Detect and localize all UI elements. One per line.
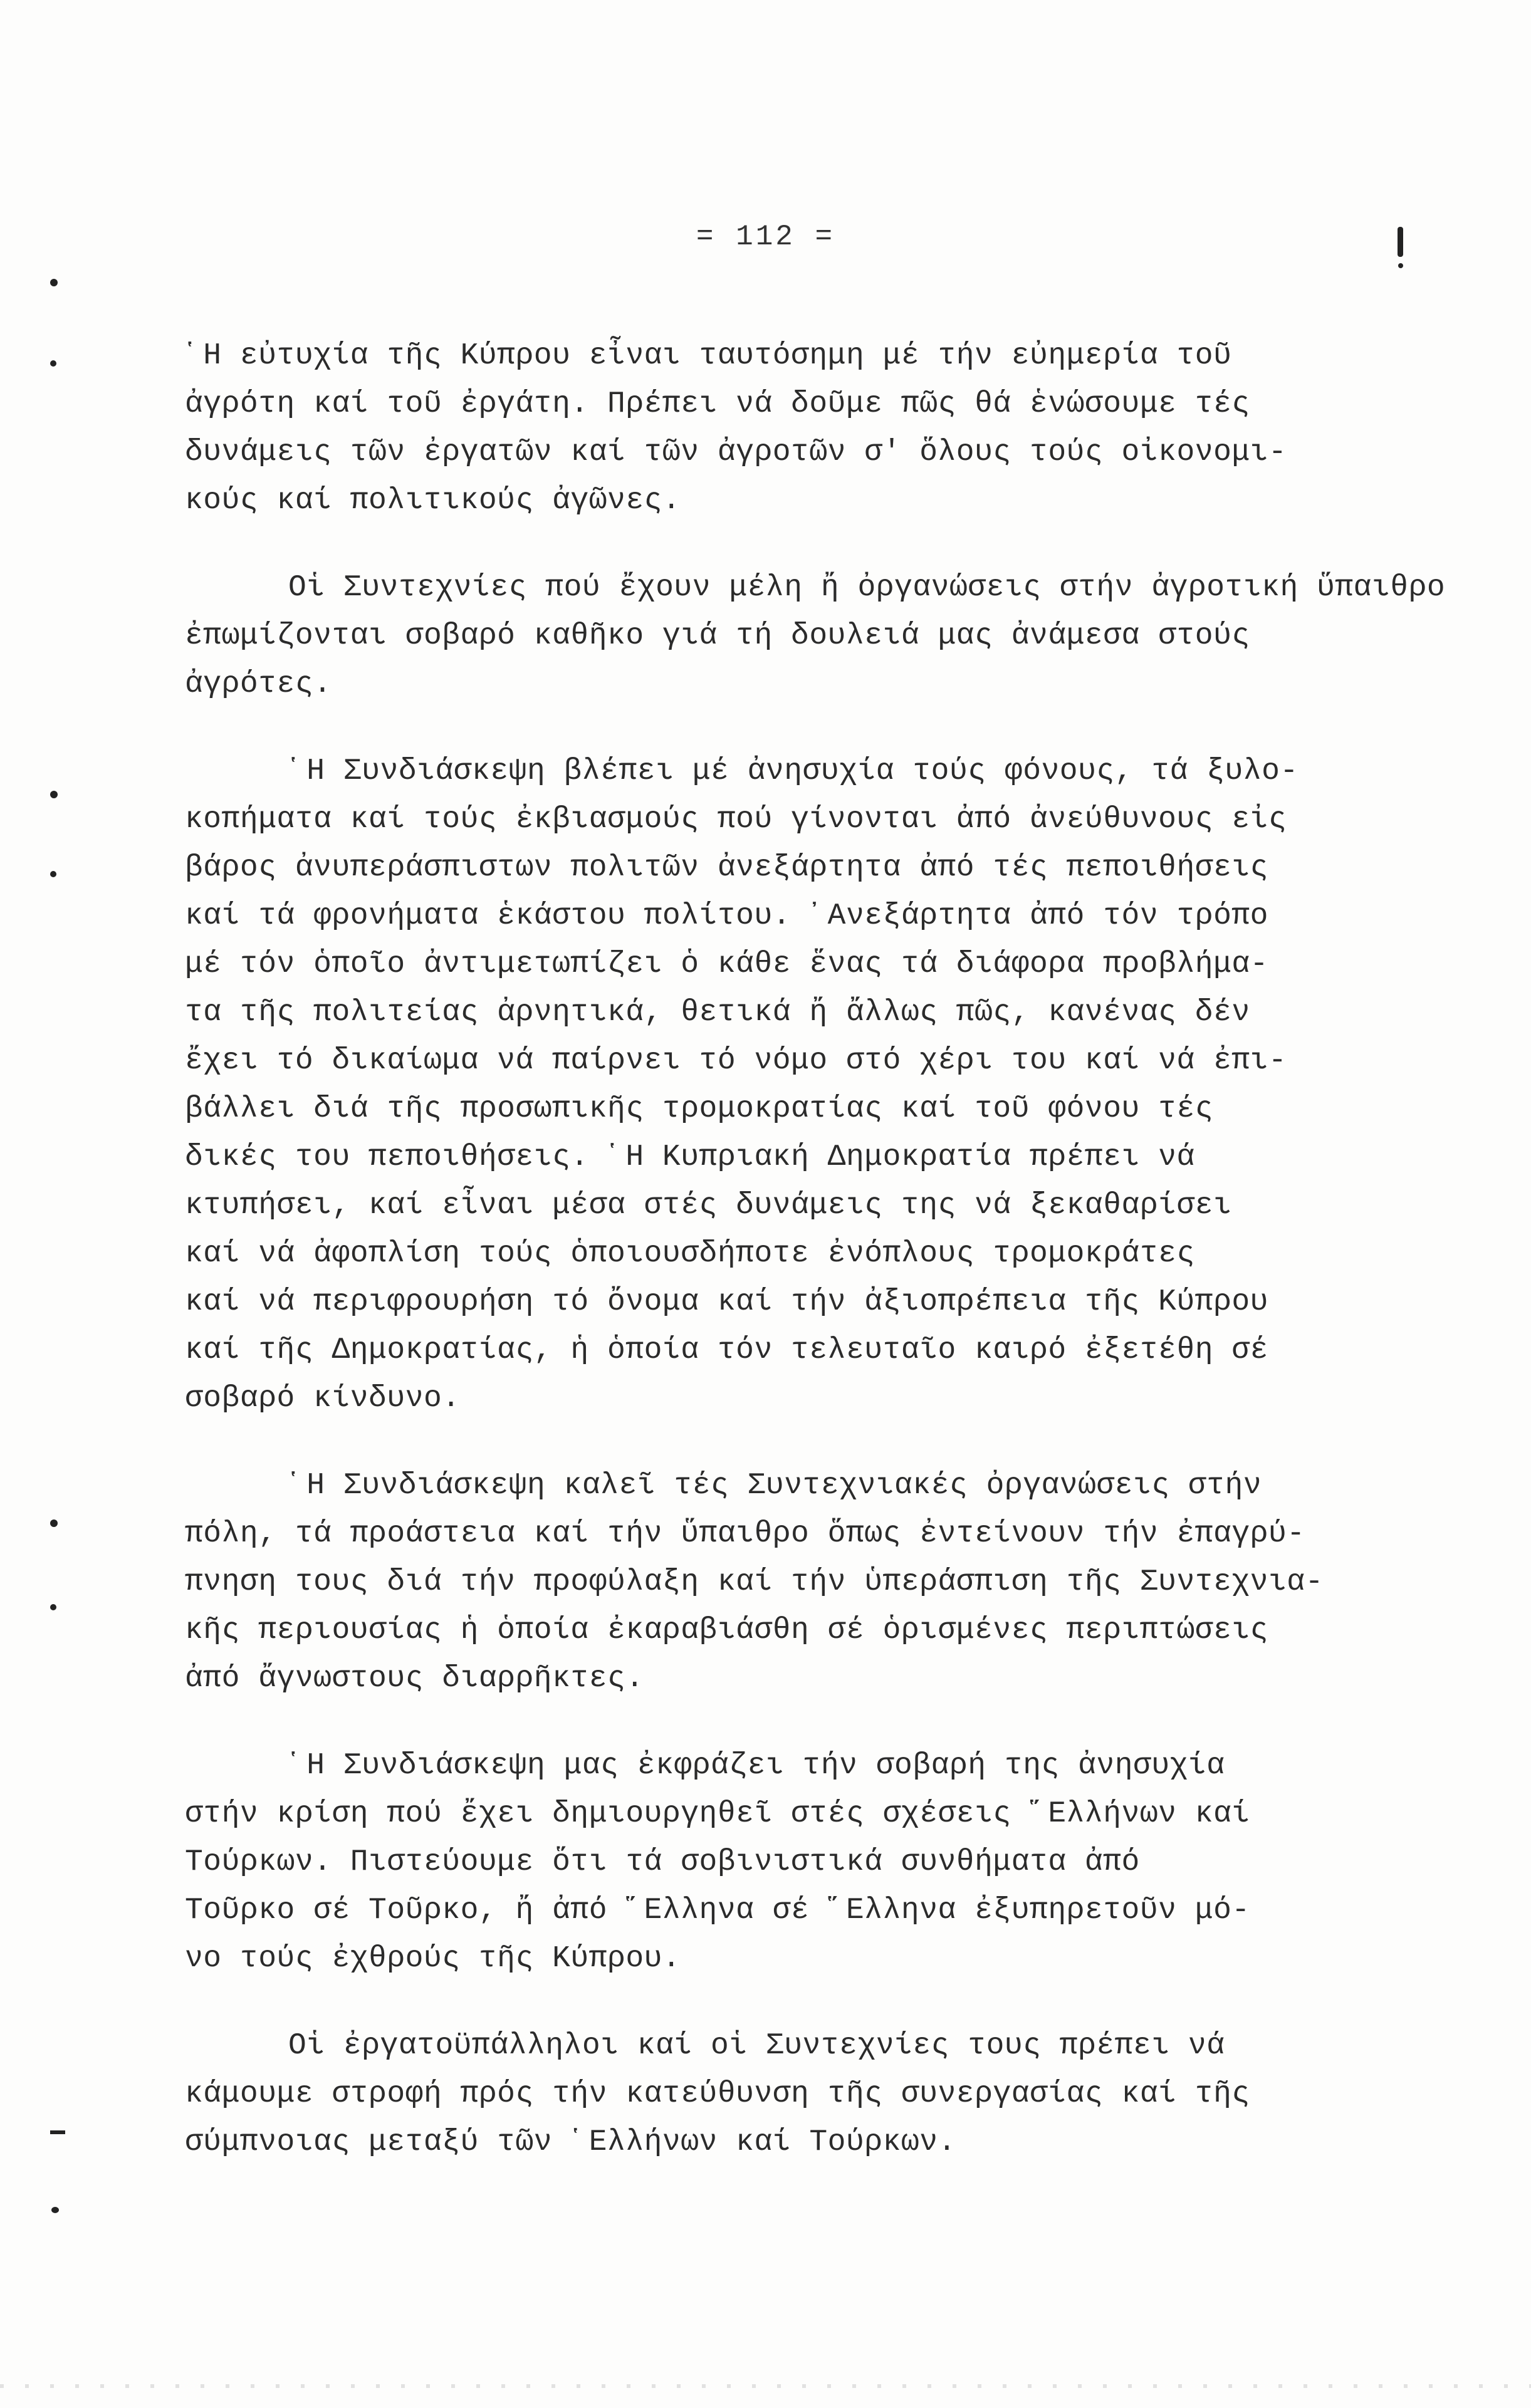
text-line: στήν κρίση πού ἔχει δημιουργηθεῖ στές σχέσεις ῞Ελλήνων καί xyxy=(185,1797,1250,1831)
text-line: ἀγρότες. xyxy=(185,667,332,701)
margin-dot xyxy=(50,360,56,367)
text-line: Οἱ Συντεχνίες πού ἔχουν μέλη ἤ ὀργανώσεις στήν ἀγροτική ὕπαιθρο xyxy=(288,571,1446,605)
margin-dot xyxy=(50,791,58,798)
margin-dash xyxy=(50,2130,65,2134)
text-line: ἀπό ἄγνωστους διαρρῆκτες. xyxy=(185,1662,644,1696)
text-line: κάμουμε στροφή πρός τήν κατεύθυνση τῆς συνεργασίας καί τῆς xyxy=(185,2077,1250,2111)
text-line: καί τῆς Δημοκρατίας, ἡ ὁποία τόν τελευταῖο καιρό ἐξετέθη σέ xyxy=(185,1333,1268,1367)
text-line: ῾Η εὐτυχία τῆς Κύπρου εἶναι ταυτόσημη μέ τήν εὐημερία τοῦ xyxy=(185,339,1232,373)
text-line: Τούρκων. Πιστεύουμε ὅτι τά σοβινιστικά συνθήματα ἀπό xyxy=(185,1845,1140,1879)
paragraph-3 xyxy=(185,748,1363,1423)
paragraph-5 xyxy=(185,1742,1363,1983)
page-number: = 112 = xyxy=(696,221,835,253)
text-line: ἔχει τό δικαίωμα νά παίρνει τό νόμο στό χέρι του καί νά ἐπι- xyxy=(185,1044,1287,1078)
text-line: σοβαρό κίνδυνο. xyxy=(185,1382,461,1415)
text-line: σύμπνοιας μεταξύ τῶν ῾Ελλήνων καί Τούρκων. xyxy=(185,2125,956,2159)
text-line: δικές του πεποιθήσεις. ῾Η Κυπριακή Δημοκρατία πρέπει νά xyxy=(185,1140,1195,1174)
text-line: ῾Η Συνδιάσκεψη βλέπει μέ ἀνησυχία τούς φόνους, τά ξυλο- xyxy=(288,754,1298,788)
margin-dot xyxy=(50,1519,58,1527)
paragraph-4 xyxy=(185,1462,1363,1703)
document-body xyxy=(185,332,1446,2206)
text-line: ῾Η Συνδιάσκεψη καλεῖ τές Συντεχνιακές ὀργανώσεις στήν xyxy=(288,1469,1262,1503)
text-line: βάρος ἀνυπεράσπιστων πολιτῶν ἀνεξάρτητα ἀπό τές πεποιθήσεις xyxy=(185,851,1268,885)
text-line: κοπήματα καί τούς ἐκβιασμούς πού γίνονται ἀπό ἀνεύθυνους εἰς xyxy=(185,803,1287,837)
text-line: καί νά ἀφοπλίση τούς ὁποιουσδήποτε ἐνόπλους τρομοκράτες xyxy=(185,1237,1195,1271)
text-line: κτυπήσει, καί εἶναι μέσα στές δυνάμεις της νά ξεκαθαρίσει xyxy=(185,1189,1232,1222)
text-line: δυνάμεις τῶν ἐργατῶν καί τῶν ἀγροτῶν σ' ὅλους τούς οἰκονομι- xyxy=(185,435,1287,469)
text-line: Οἱ ἐργατοϋπάλληλοι καί οἱ Συντεχνίες τους πρέπει νά xyxy=(288,2029,1225,2063)
text-line: πνηση τους διά τήν προφύλαξη καί τήν ὑπεράσπιση τῆς Συντεχνια- xyxy=(185,1565,1324,1599)
text-line: καί τά φρονήματα ἑκάστου πολίτου. ᾿Ανεξάρτητα ἀπό τόν τρόπο xyxy=(185,899,1268,933)
text-line: βάλλει διά τῆς προσωπικῆς τρομοκρατίας καί τοῦ φόνου τές xyxy=(185,1092,1214,1126)
text-line: μέ τόν ὁποῖο ἀντιμετωπίζει ὁ κάθε ἕνας τά διάφορα προβλήμα- xyxy=(185,947,1268,981)
margin-dot xyxy=(50,279,58,286)
text-line: κῆς περιουσίας ἡ ὁποία ἐκαραβιάσθη σέ ὁρισμένες περιπτώσεις xyxy=(185,1613,1268,1647)
corner-mark xyxy=(1398,227,1403,257)
text-line: πόλη, τά προάστεια καί τήν ὕπαιθρο ὅπως ἐντείνουν τήν ἐπαγρύ- xyxy=(185,1517,1305,1551)
text-line: ῾Η Συνδιάσκεψη μας ἐκφράζει τήν σοβαρή της ἀνησυχία xyxy=(288,1749,1225,1783)
margin-dot xyxy=(51,2207,59,2213)
text-line: ἀγρότη καί τοῦ ἐργάτη. Πρέπει νά δοῦμε πῶς θά ἑνώσουμε τές xyxy=(185,387,1250,421)
text-line: νο τούς ἐχθρούς τῆς Κύπρου. xyxy=(185,1942,681,1976)
text-line: ἐπωμίζονται σοβαρό καθῆκο γιά τή δουλειά μας ἀνάμεσα στούς xyxy=(185,619,1250,653)
paragraph-6 xyxy=(185,2022,1363,2167)
scan-edge xyxy=(0,2384,1531,2388)
margin-dot xyxy=(50,1604,56,1610)
corner-dot xyxy=(1398,263,1403,268)
margin-dot xyxy=(50,871,56,877)
text-line: καί νά περιφρουρήση τό ὄνομα καί τήν ἀξιοπρέπεια τῆς Κύπρου xyxy=(185,1285,1268,1319)
text-line: κούς καί πολιτικούς ἀγῶνες. xyxy=(185,484,681,518)
text-line: Τοῦρκο σέ Τοῦρκο, ἤ ἀπό ῞Ελληνα σέ ῞Ελληνα ἐξυπηρετοῦν μό- xyxy=(185,1894,1250,1927)
text-line: τα τῆς πολιτείας ἀρνητικά, θετικά ἤ ἄλλως πῶς, κανένας δέν xyxy=(185,996,1250,1029)
paragraph-1 xyxy=(185,332,1363,525)
paragraph-2 xyxy=(185,564,1446,709)
